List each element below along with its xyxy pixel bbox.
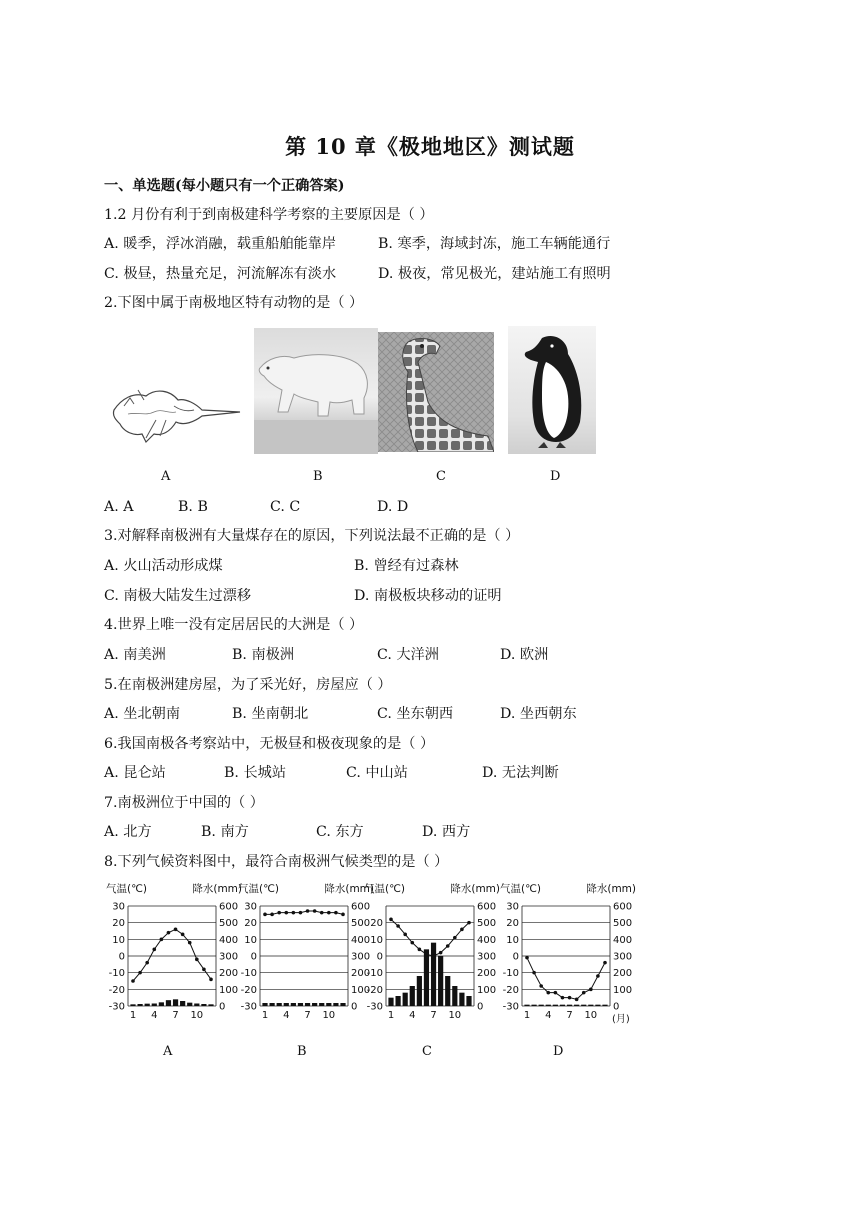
- precip-bar: [305, 1003, 310, 1006]
- ylabel-left: 气温(℃): [364, 883, 405, 895]
- q6-stem: 6.我国南极各考察站中，无极昼和极夜现象的是（ ）: [104, 736, 435, 752]
- precip-bar: [595, 1005, 600, 1006]
- precip-bar: [524, 1005, 529, 1006]
- ytick-right: 100: [219, 984, 239, 996]
- ytick-left: -20: [502, 984, 519, 996]
- precip-bar: [466, 996, 471, 1006]
- q1-option-d[interactable]: D. 极夜，常见极光，建站施工有照明: [378, 266, 611, 282]
- precip-bar: [333, 1003, 338, 1006]
- precip-bar: [201, 1004, 206, 1006]
- q2-option-a[interactable]: A. A: [104, 499, 134, 515]
- temperature-point: [284, 911, 288, 915]
- q2-option-d[interactable]: D. D: [377, 499, 409, 515]
- temperature-point: [425, 953, 429, 957]
- ytick-right: 500: [351, 918, 371, 930]
- precip-bar: [459, 993, 464, 1006]
- q1-option-b[interactable]: B. 寒季，海域封冻，施工车辆能通行: [378, 236, 611, 252]
- xtick: 4: [151, 1010, 158, 1021]
- precip-bar: [298, 1003, 303, 1006]
- ytick-left: 30: [244, 901, 257, 913]
- temperature-point: [403, 933, 407, 937]
- precip-bar: [291, 1003, 296, 1006]
- ytick-left: -20: [240, 984, 257, 996]
- q5-stem: 5.在南极洲建房屋，为了采光好，房屋应（ ）: [104, 677, 392, 693]
- xtick: 4: [545, 1010, 552, 1021]
- temperature-point: [270, 913, 274, 917]
- ytick-right: 300: [219, 951, 239, 963]
- temperature-point: [568, 996, 572, 1000]
- ytick-left: -30: [240, 1001, 257, 1013]
- ytick-left: -30: [108, 1001, 125, 1013]
- xtick: 10: [322, 1010, 336, 1021]
- q1-option-c[interactable]: C. 极昼，热量充足，河流解冻有淡水: [104, 266, 337, 282]
- ytick-right: 600: [613, 901, 633, 913]
- precip-bar: [560, 1005, 565, 1006]
- precip-bar: [145, 1004, 150, 1006]
- image-label-c: C: [436, 469, 446, 484]
- ytick-right: 100: [613, 984, 633, 996]
- xtick: 10: [190, 1010, 204, 1021]
- q7-option-d[interactable]: D. 西方: [422, 824, 471, 840]
- temperature-point: [202, 968, 206, 972]
- precip-bar: [410, 986, 415, 1006]
- ytick-right: 300: [477, 951, 497, 963]
- ytick-right: 0: [477, 1001, 484, 1013]
- ytick-left: -30: [502, 1001, 519, 1013]
- precip-bar: [553, 1005, 558, 1006]
- temperature-point: [446, 944, 450, 948]
- ytick-right: 400: [219, 934, 239, 946]
- penguin-image: [508, 326, 596, 454]
- ytick-left: 10: [112, 934, 125, 946]
- temperature-point: [327, 911, 331, 915]
- precip-bar: [284, 1003, 289, 1006]
- xtick: 7: [304, 1010, 311, 1021]
- q5-option-c[interactable]: C. 坐东朝西: [377, 706, 454, 722]
- page-title: 第 10 章《极地地区》测试题: [285, 134, 575, 159]
- xtick: 1: [129, 1010, 137, 1021]
- q4-option-c[interactable]: C. 大洋洲: [377, 647, 439, 663]
- ytick-left: 20: [506, 918, 519, 930]
- temperature-point: [167, 931, 171, 935]
- q3-option-c[interactable]: C. 南极大陆发生过漂移: [104, 588, 252, 604]
- ytick-right: 300: [351, 951, 371, 963]
- temperature-point: [554, 991, 558, 995]
- kangaroo-image: [104, 370, 244, 450]
- q1-stem: 1.2 月份有利于到南极建科学考察的主要原因是（ ）: [104, 207, 434, 223]
- q3-stem: 3.对解释南极洲有大量煤存在的原因，下列说法最不正确的是（ ）: [104, 528, 520, 544]
- temperature-point: [603, 961, 607, 965]
- precip-bar: [262, 1003, 267, 1006]
- precip-bar: [340, 1003, 345, 1006]
- temperature-point: [152, 948, 156, 952]
- precip-bar: [137, 1004, 142, 1006]
- ytick-left: -10: [502, 968, 519, 980]
- temperature-point: [418, 948, 422, 952]
- q4-option-d[interactable]: D. 欧洲: [500, 647, 549, 663]
- xunit-label: (月): [612, 1014, 630, 1025]
- ytick-left: 20: [112, 918, 125, 930]
- precip-bar: [417, 976, 422, 1006]
- ytick-left: -20: [108, 984, 125, 996]
- section-heading: 一、单选题(每小题只有一个正确答案): [104, 178, 345, 194]
- temperature-point: [263, 913, 267, 917]
- precip-bar: [194, 1004, 199, 1007]
- image-label-b: B: [313, 469, 323, 484]
- climate-chart-d: [498, 878, 638, 1028]
- precip-bar: [574, 1005, 579, 1006]
- ytick-right: 200: [351, 968, 371, 980]
- ytick-right: 0: [219, 1001, 226, 1013]
- ytick-left: 10: [506, 934, 519, 946]
- temperature-point: [292, 911, 296, 915]
- ylabel-left: 气温(℃): [106, 883, 147, 895]
- chart-label-c: C: [422, 1044, 432, 1059]
- temperature-point: [575, 998, 579, 1002]
- precip-bar: [180, 1001, 185, 1006]
- ytick-right: 200: [219, 968, 239, 980]
- precip-bar: [602, 1005, 607, 1006]
- temperature-line: [133, 929, 211, 981]
- precip-bar: [403, 993, 408, 1006]
- precip-bar: [208, 1004, 213, 1006]
- climate-chart-a: [104, 878, 244, 1028]
- ytick-right: 600: [219, 901, 239, 913]
- temperature-point: [396, 924, 400, 928]
- q7-option-a[interactable]: A. 北方: [104, 824, 152, 840]
- giraffe-image: [378, 332, 494, 452]
- ytick-left: -30: [366, 1001, 383, 1013]
- ylabel-left: 气温(℃): [500, 883, 541, 895]
- ytick-right: 200: [477, 968, 497, 980]
- precip-bar: [395, 996, 400, 1006]
- temperature-point: [596, 974, 600, 978]
- precip-bar: [277, 1003, 282, 1006]
- temperature-point: [174, 928, 178, 932]
- q6-option-b[interactable]: B. 长城站: [224, 765, 287, 781]
- ytick-right: 600: [351, 901, 371, 913]
- precip-bar: [173, 999, 178, 1006]
- q1-option-a[interactable]: A. 暖季，浮冰消融，载重船舶能靠岸: [104, 236, 337, 252]
- ytick-left: 10: [370, 934, 383, 946]
- temperature-point: [145, 961, 149, 965]
- temperature-point: [313, 909, 317, 913]
- temperature-point: [341, 913, 345, 917]
- q5-option-b[interactable]: B. 坐南朝北: [232, 706, 309, 722]
- ytick-left: 0: [376, 951, 383, 963]
- temperature-point: [546, 991, 550, 995]
- temperature-point: [389, 918, 393, 922]
- precip-bar: [546, 1005, 551, 1006]
- xtick: 10: [448, 1010, 462, 1021]
- temperature-point: [467, 921, 471, 925]
- q6-option-a[interactable]: A. 昆仑站: [104, 765, 166, 781]
- temperature-line: [391, 919, 469, 956]
- ytick-left: 20: [370, 918, 383, 930]
- ylabel-right: 降水(mm): [450, 883, 500, 895]
- xtick: 7: [430, 1010, 437, 1021]
- ytick-right: 100: [351, 984, 371, 996]
- chart-label-a: A: [163, 1044, 173, 1059]
- temperature-point: [539, 984, 543, 988]
- q2-option-b[interactable]: B. B: [178, 499, 208, 515]
- precip-bar: [319, 1003, 324, 1006]
- temperature-point: [138, 971, 142, 975]
- image-label-d: D: [550, 469, 561, 484]
- temperature-point: [306, 909, 310, 913]
- ylabel-right: 降水(mm): [324, 883, 374, 895]
- temperature-point: [525, 956, 529, 960]
- temperature-point: [195, 958, 199, 962]
- temperature-line: [265, 911, 343, 914]
- q4-option-b[interactable]: B. 南极洲: [232, 647, 295, 663]
- precip-bar: [438, 956, 443, 1006]
- q8-stem: 8.下列气候资料图中，最符合南极洲气候类型的是（ ）: [104, 854, 449, 870]
- temperature-point: [299, 911, 303, 915]
- precip-bar: [166, 1000, 171, 1006]
- temperature-point: [532, 971, 536, 975]
- q3-option-d[interactable]: D. 南极板块移动的证明: [354, 588, 502, 604]
- temperature-point: [320, 911, 324, 915]
- q7-stem: 7.南极洲位于中国的（ ）: [104, 795, 264, 811]
- temperature-point: [181, 933, 185, 937]
- ytick-left: -10: [108, 968, 125, 980]
- ytick-right: 500: [613, 918, 633, 930]
- ylabel-left: 气温(℃): [238, 883, 279, 895]
- q2-option-c[interactable]: C. C: [270, 499, 301, 515]
- q3-option-b[interactable]: B. 曾经有过森林: [354, 558, 459, 574]
- temperature-point: [334, 911, 338, 915]
- precip-bar: [581, 1005, 586, 1006]
- q7-option-c[interactable]: C. 东方: [316, 824, 364, 840]
- q2-stem: 2.下图中属于南极地区特有动物的是（ ）: [104, 295, 364, 311]
- precip-bar: [312, 1003, 317, 1006]
- ytick-right: 500: [219, 918, 239, 930]
- chart-label-b: B: [297, 1044, 307, 1059]
- temperature-point: [410, 941, 414, 945]
- q4-option-a[interactable]: A. 南美洲: [104, 647, 166, 663]
- temperature-point: [209, 978, 213, 982]
- temperature-point: [582, 991, 586, 995]
- xtick: 1: [387, 1010, 395, 1021]
- ytick-right: 400: [613, 934, 633, 946]
- ytick-left: -10: [240, 968, 257, 980]
- ytick-left: 30: [112, 901, 125, 913]
- chart-label-d: D: [553, 1044, 564, 1059]
- precip-bar: [152, 1004, 157, 1007]
- ylabel-right: 降水(mm): [586, 883, 636, 895]
- ytick-left: -20: [366, 984, 383, 996]
- xtick: 10: [584, 1010, 598, 1021]
- ylabel-right: 降水(mm): [192, 883, 242, 895]
- q5-option-d[interactable]: D. 坐西朝东: [500, 706, 577, 722]
- climate-chart-c: [362, 878, 502, 1028]
- precip-bar: [424, 949, 429, 1006]
- ytick-left: 0: [118, 951, 125, 963]
- ytick-right: 0: [351, 1001, 358, 1013]
- precip-bar: [539, 1005, 544, 1006]
- precip-bar: [269, 1003, 274, 1006]
- precip-bar: [130, 1004, 135, 1006]
- ytick-right: 500: [477, 918, 497, 930]
- xtick: 7: [566, 1010, 573, 1021]
- temperature-point: [277, 911, 281, 915]
- temperature-point: [188, 941, 192, 945]
- ytick-right: 600: [477, 901, 497, 913]
- xtick: 4: [283, 1010, 290, 1021]
- precip-bar: [445, 976, 450, 1006]
- precip-bar: [388, 998, 393, 1006]
- temperature-point: [589, 988, 593, 992]
- temperature-point: [439, 951, 443, 955]
- ytick-right: 200: [613, 968, 633, 980]
- q7-option-b[interactable]: B. 南方: [201, 824, 249, 840]
- temperature-line: [527, 958, 605, 1000]
- precip-bar: [567, 1005, 572, 1006]
- temperature-point: [131, 979, 135, 983]
- ytick-left: 0: [250, 951, 257, 963]
- temperature-point: [160, 938, 164, 942]
- precip-bar: [588, 1005, 593, 1006]
- temperature-point: [561, 996, 565, 1000]
- q6-option-d[interactable]: D. 无法判断: [482, 765, 559, 781]
- q3-option-a[interactable]: A. 火山活动形成煤: [104, 558, 223, 574]
- image-label-a: A: [161, 469, 171, 484]
- ytick-right: 0: [613, 1001, 620, 1013]
- polar-bear-image: [254, 328, 378, 454]
- ytick-right: 400: [477, 934, 497, 946]
- ytick-left: 10: [244, 934, 257, 946]
- precip-bar: [431, 943, 436, 1006]
- q5-option-a[interactable]: A. 坐北朝南: [104, 706, 181, 722]
- ytick-left: 0: [512, 951, 519, 963]
- ytick-left: -10: [366, 968, 383, 980]
- precip-bar: [452, 986, 457, 1006]
- ytick-right: 300: [613, 951, 633, 963]
- ytick-left: 20: [244, 918, 257, 930]
- xtick: 7: [172, 1010, 179, 1021]
- temperature-point: [460, 928, 464, 932]
- ytick-right: 100: [477, 984, 497, 996]
- q6-option-c[interactable]: C. 中山站: [346, 765, 408, 781]
- ytick-left: 30: [506, 901, 519, 913]
- xtick: 1: [523, 1010, 531, 1021]
- q4-stem: 4.世界上唯一没有定居居民的大洲是（ ）: [104, 617, 364, 633]
- precip-bar: [159, 1002, 164, 1006]
- precip-bar: [531, 1005, 536, 1006]
- xtick: 1: [261, 1010, 269, 1021]
- ytick-right: 400: [351, 934, 371, 946]
- climate-chart-b: [236, 878, 376, 1028]
- precip-bar: [326, 1003, 331, 1006]
- temperature-point: [453, 936, 457, 940]
- precip-bar: [187, 1003, 192, 1006]
- temperature-point: [432, 954, 436, 958]
- xtick: 4: [409, 1010, 416, 1021]
